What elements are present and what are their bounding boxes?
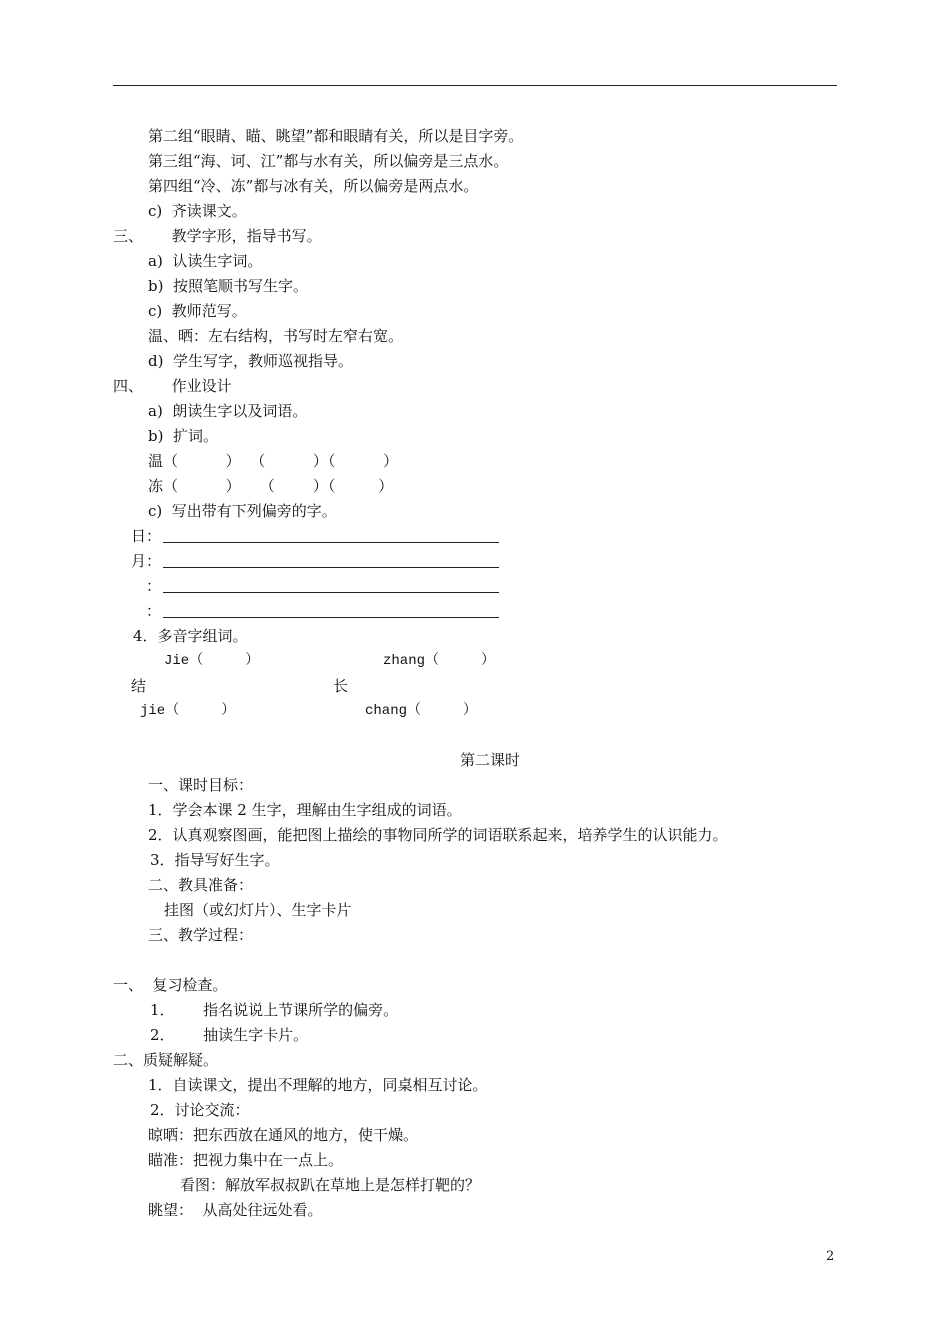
text-line: 2．认真观察图画，能把图上描绘的事物同所学的词语联系起来，培养学生的认识能力。 [148,826,728,844]
text-line: 眺望： 从高处往远处看。 [148,1201,323,1219]
text-line: 第四组“冷、冻”都与冰有关，所以偏旁是两点水。 [148,177,479,195]
answer-line [163,567,499,568]
text-line: 2．讨论交流： [150,1101,250,1119]
pinyin-item: jie（ ） [140,703,236,719]
section-heading: 三、教学过程： [148,926,254,944]
answer-line [163,542,499,543]
text-line: 温、晒：左右结构，书写时左窄右宽。 [148,327,404,345]
text-line: b) 按照笔顺书写生字。 [148,277,308,295]
polyphone-char: 结 [131,677,147,695]
text-line: 瞄准：把视力集中在一点上。 [148,1151,344,1169]
pinyin-item: chang（ ） [365,703,478,719]
page-number: 2 [826,1249,835,1264]
section-heading: 二、教具准备： [148,876,254,894]
pinyin-item: zhang（ ） [383,653,496,669]
text-line: d) 学生写字，教师巡视指导。 [148,352,353,370]
text-line: 4．多音字组词。 [133,627,248,645]
answer-line [163,617,499,618]
radical-label: ： [146,577,162,595]
header-rule [113,85,837,86]
lesson-title: 第二课时 [460,751,521,769]
section-heading: 四、 作业设计 [113,377,232,395]
text-line: 2． 抽读生字卡片。 [150,1026,309,1044]
text-line: a) 认读生字词。 [148,252,263,270]
text-line: c) 写出带有下列偏旁的字。 [148,502,337,520]
text-line: 挂图（或幻灯片）、生字卡片 [164,901,352,919]
section-heading: 二、质疑解疑。 [113,1051,219,1069]
exercise-line: 冻（ ） （ ）（ ） [148,477,394,495]
answer-line [163,592,499,593]
pinyin-item: Jie（ ） [164,653,260,669]
section-heading: 三、 教学字形，指导书写。 [113,227,322,245]
text-line: 1．自读课文，提出不理解的地方，同桌相互讨论。 [148,1076,488,1094]
polyphone-char: 长 [333,677,349,695]
text-line: b) 扩词。 [148,427,218,445]
text-line: a) 朗读生字以及词语。 [148,402,308,420]
radical-label: ： [146,602,162,620]
text-line: 1．学会本课 2 生字，理解由生字组成的词语。 [148,801,462,819]
text-line: 第三组“海、诃、江”都与水有关，所以偏旁是三点水。 [148,152,509,170]
text-line: c) 齐读课文。 [148,202,247,220]
exercise-line: 温（ ） （ ）（ ） [148,452,399,470]
text-line: 1． 指名说说上节课所学的偏旁。 [150,1001,399,1019]
radical-label: 日： [131,527,162,545]
radical-label: 月： [131,552,162,570]
text-line: 第二组“眼睛、瞄、眺望”都和眼睛有关，所以是目字旁。 [148,127,524,145]
text-line: 3．指导写好生字。 [150,851,280,869]
text-line: c) 教师范写。 [148,302,247,320]
section-heading: 一、 复习检查。 [113,976,228,994]
text-line: 看图：解放军叔叔趴在草地上是怎样打靶的？ [180,1176,481,1194]
text-line: 晾晒：把东西放在通风的地方，使干燥。 [148,1126,419,1144]
section-heading: 一、课时目标： [148,776,254,794]
